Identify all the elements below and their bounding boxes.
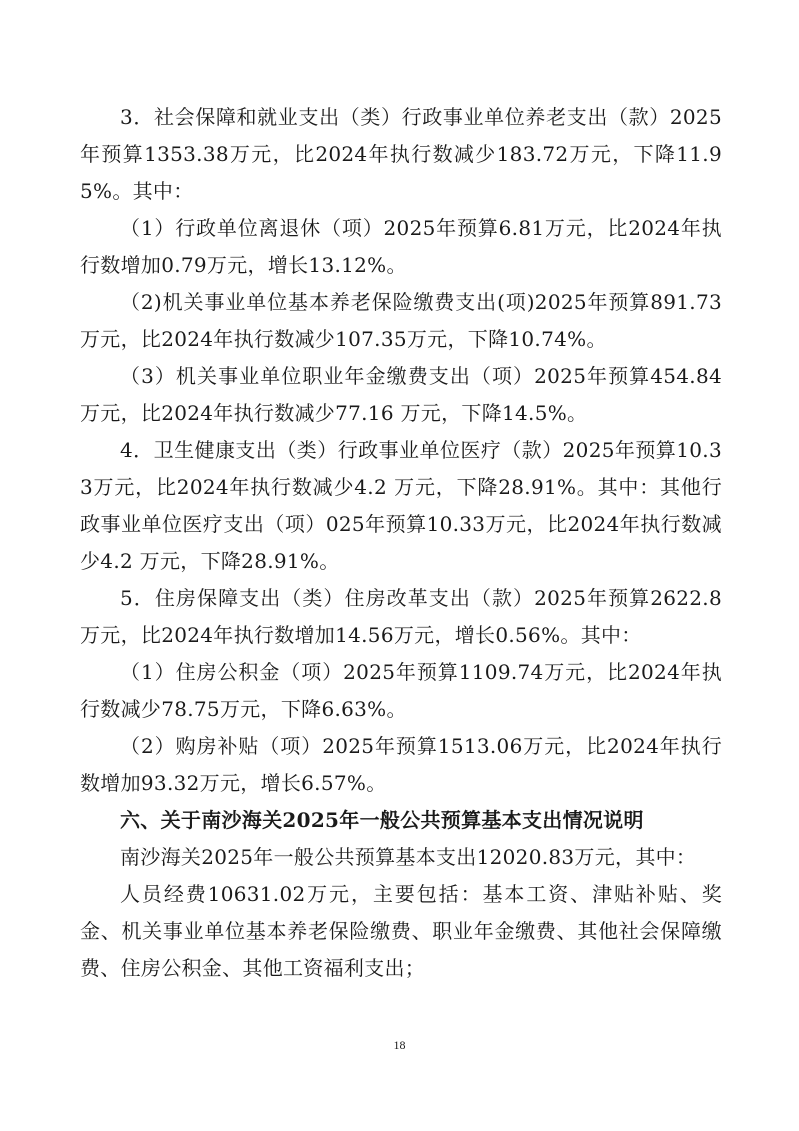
paragraph-personnel-expenses: 人员经费10631.02万元，主要包括：基本工资、津贴补贴、奖金、机关事业单位基本养老保险缴费、职业年金缴费、其他社会保障缴费、住房公积金、其他工资福利支出； bbox=[80, 882, 722, 980]
paragraph-administrative-retirement: （1）行政单位离退休（项）2025年预算6.81万元，比2024年执行数增加0.79万元，增长13.12%。 bbox=[80, 216, 722, 277]
document-body bbox=[80, 99, 722, 987]
section-heading-basic-expenditure: 六、关于南沙海关2025年一般公共预算基本支出情况说明 bbox=[120, 808, 644, 832]
paragraph-occupational-annuity: （3）机关事业单位职业年金缴费支出（项）2025年预算454.84万元，比2024年执行数减少77.16 万元，下降14.5%。 bbox=[80, 364, 722, 425]
paragraph-social-security-pension: 3．社会保障和就业支出（类）行政事业单位养老支出（款）2025年预算1353.38万元，比2024年执行数减少183.72万元，下降11.95%。其中： bbox=[80, 105, 722, 203]
paragraph-housing-subsidy: （2）购房补贴（项）2025年预算1513.06万元，比2024年执行数增加93.32万元，增长6.57%。 bbox=[80, 734, 722, 795]
paragraph-housing-reform: 5．住房保障支出（类）住房改革支出（款）2025年预算2622.8万元，比2024年执行数增加14.56万元，增长0.56%。其中： bbox=[80, 586, 722, 647]
paragraph-basic-expenditure-total: 南沙海关2025年一般公共预算基本支出12020.83万元，其中： bbox=[120, 845, 697, 869]
paragraph-basic-pension-insurance: （2)机关事业单位基本养老保险缴费支出(项)2025年预算891.73万元，比2024年执行数减少107.35万元，下降10.74%。 bbox=[80, 290, 722, 351]
paragraph-housing-provident-fund: （1）住房公积金（项）2025年预算1109.74万元，比2024年执行数减少78.75万元，下降6.63%。 bbox=[80, 660, 722, 721]
paragraph-health-medical: 4．卫生健康支出（类）行政事业单位医疗（款）2025年预算10.33万元，比2024年执行数减少4.2 万元，下降28.91%。其中：其他行政事业单位医疗支出（项）025年预算10.33万元，比2024年执行数减少4.2 万元，下降28.91%。 bbox=[80, 438, 722, 573]
page-number: 18 bbox=[393, 1038, 406, 1052]
